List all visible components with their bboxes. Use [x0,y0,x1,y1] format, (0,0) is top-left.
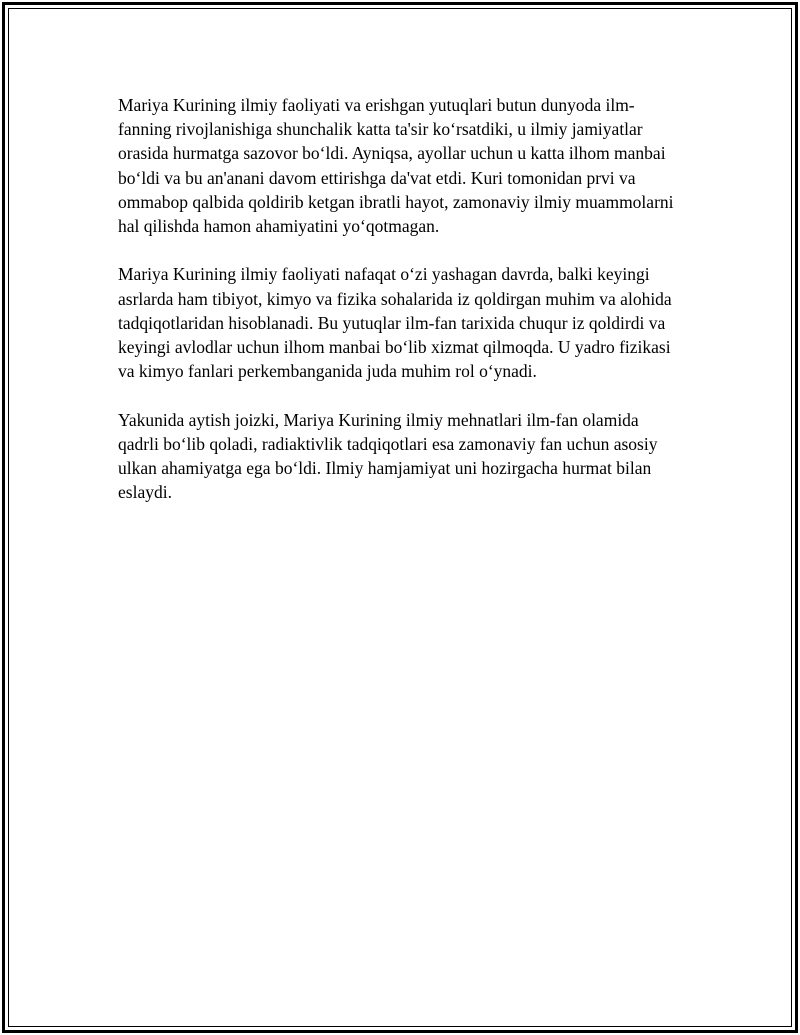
paragraph-2: Mariya Kurining ilmiy faoliyati nafaqat o‘zi yashagan davrda, balki keyingi asrlarda ham tibiyot, kimyo va fizika sohalarida iz qoldirgan muhim va alohida tadqiqotlaridan hisoblanadi. Bu yutuqlar ilm-fan tarixida chuqur iz qoldirdi va keyingi avlodlar uchun ilhom manbai bo‘lib xizmat qilmoqda. U yadro fizikasi va kimyo fanlari perkembanganida juda muhim rol o‘ynadi. [118,264,672,382]
paragraph-1: Mariya Kurining ilmiy faoliyati va erishgan yutuqlari butun dunyoda ilm-fanning rivojlanishiga shunchalik katta ta'sir ko‘rsatdiki, u ilmiy jamiyatlar orasida hurmatga sazovor bo‘ldi. Ayniqsa, ayollar uchun u katta ilhom manbai bo‘ldi va bu an'anani davom ettirishga da'vat etdi. Kuri tomonidan prvi va ommabop qalbida qoldirib ketgan ibratli hayot, zamonaviy ilmiy muammolarni hal qilishda hamon ahamiyatini yo‘qotmagan. [118,95,674,237]
paragraph-3: Yakunida aytish joizki, Mariya Kurining ilmiy mehnatlari ilm-fan olamida qadrli bo‘lib qoladi, radiaktivlik tadqiqotlari esa zamonaviy fan uchun asosiy ulkan ahamiyatga ega bo‘ldi. Ilmiy hamjamiyat uni hozirgacha hurmat bilan eslaydi. [118,409,658,503]
document-body [118,93,683,529]
